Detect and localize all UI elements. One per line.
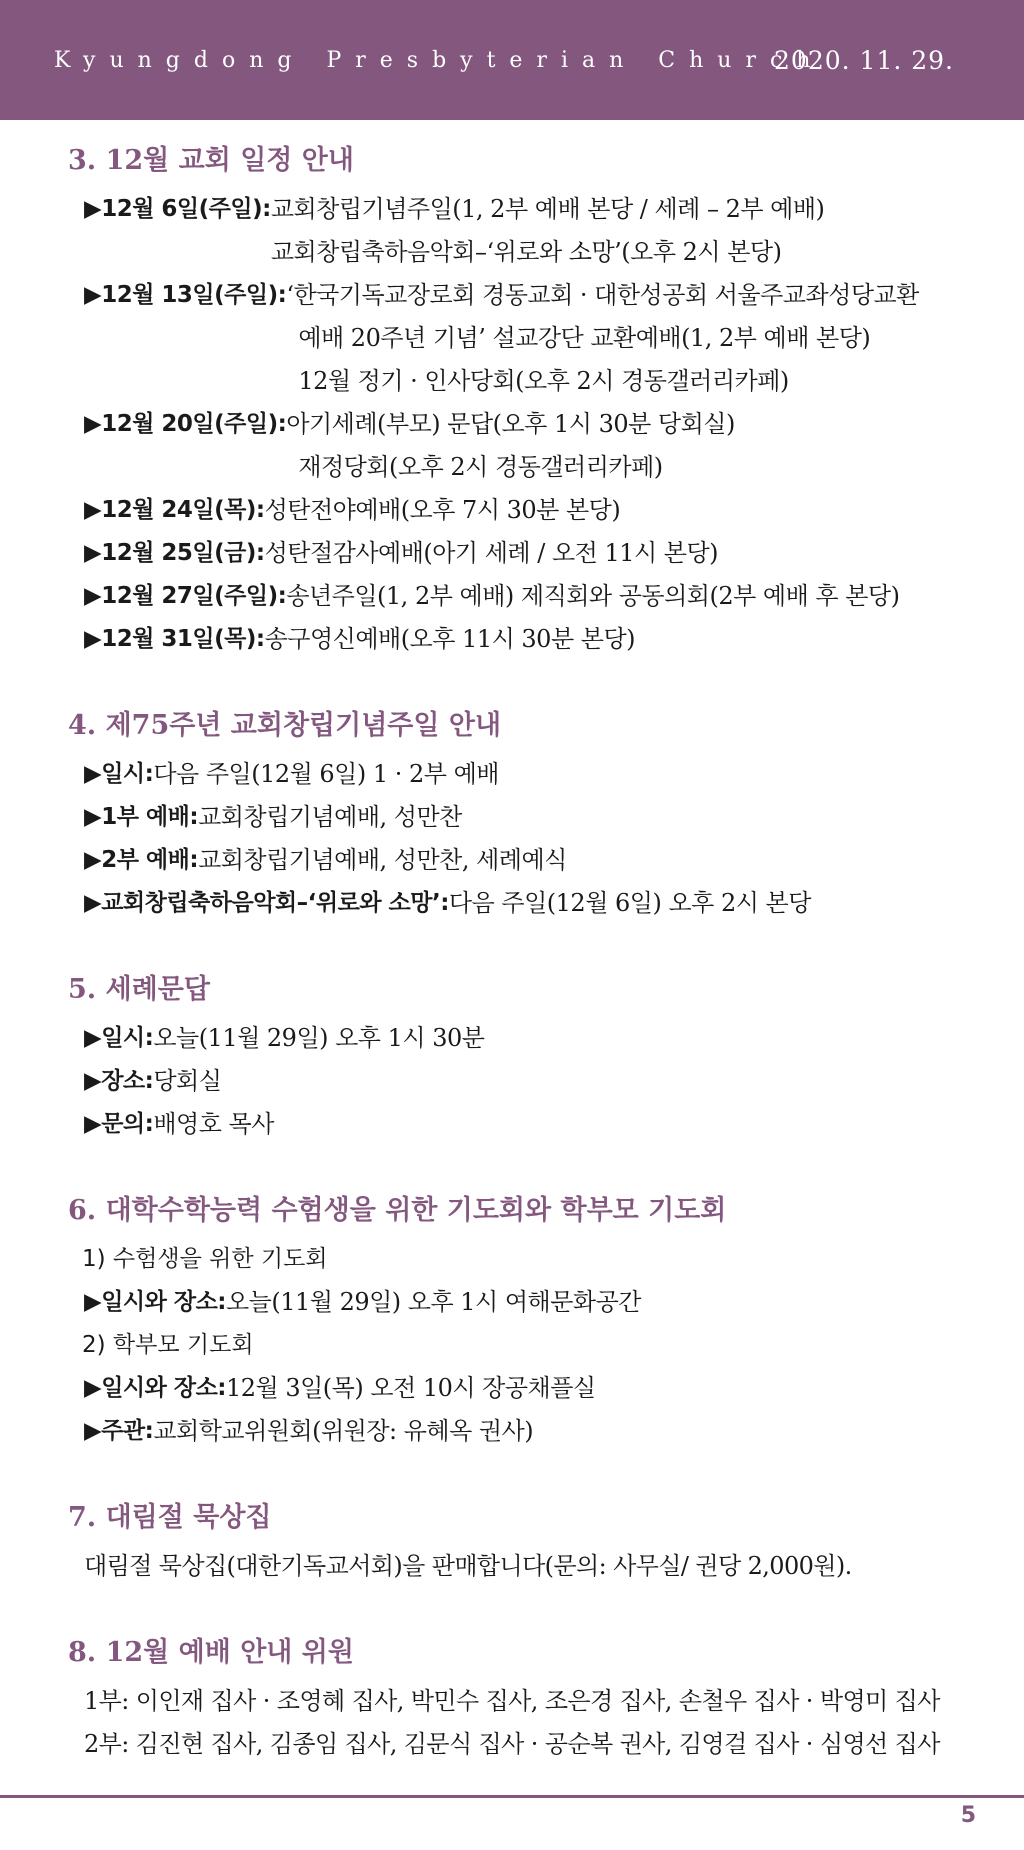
item-text-line: 12월 정기 · 인사당회(오후 2시 경동갤러리카페) [298,367,789,395]
section-december-schedule [0,140,1024,661]
info-item [84,753,1024,796]
item-text: 교회창립기념예배, 성만찬 [198,803,462,831]
item-text: 다음 주일(12월 6일) 1 · 2부 예배 [153,760,499,788]
info-item [84,1017,1024,1060]
info-item [84,796,1024,839]
item-label: ▶12월 13일(주일): [84,282,287,308]
info-item [84,1410,1024,1453]
item-label: ▶일시와 장소: [84,1375,226,1401]
item-label: ▶2부 예배: [84,847,199,873]
item-label: ▶일시: [84,1025,154,1051]
item-text-line: 교회창립축하음악회–‘위로와 소망’(오후 2시 본당) [270,238,782,266]
item-text-line: 재정당회(오후 2시 경동갤러리카페) [298,453,663,481]
item-label: ▶일시와 장소: [84,1289,226,1315]
section-exam-prayer-meeting [0,1190,1024,1453]
item-text: 송년주일(1, 2부 예배) 제직회와 공동의회(2부 예배 후 본당) [286,582,900,610]
section-title: 6. 대학수학능력 수험생을 위한 기도회와 학부모 기도회 [68,1195,727,1226]
usher-list-second-service: 2부: 김진현 집사, 김종임 집사, 김문식 집사 · 공순복 권사, 김영걸 집사 · 심영선 집사 [84,1730,940,1758]
item-label: ▶주관: [84,1418,154,1444]
item-label: ▶12월 31일(목): [84,626,265,652]
section-text: 대림절 묵상집(대한기독교서회)을 판매합니다(문의: 사무실/ 권당 2,000원). [84,1552,852,1580]
info-item [84,1281,1024,1324]
item-label: ▶일시: [84,761,154,787]
item-text [271,188,825,274]
item-text: 성탄절감사예배(아기 세례 / 오전 11시 본당) [264,539,719,567]
item-label: ▶장소: [84,1068,154,1094]
item-text: 다음 주일(12월 6일) 오후 2시 본당 [448,889,811,917]
item-text-line: 예배 20주년 기념’ 설교강단 교환예배(1, 2부 예배 본당) [298,324,871,352]
page-header [0,0,1024,120]
page-number: 5 [960,1803,976,1828]
schedule-item [84,618,1024,661]
section-title: 3. 12월 교회 일정 안내 [68,145,354,176]
item-text: 오늘(11월 29일) 오후 1시 여해문화공간 [225,1288,641,1316]
item-text: 오늘(11월 29일) 오후 1시 30분 [153,1024,485,1052]
item-label: ▶12월 24일(목): [84,497,265,523]
item-text-line: 아기세례(부모) 문답(오후 1시 30분 당회실) [286,410,735,438]
item-label: ▶12월 27일(주일): [84,583,287,609]
item-label: ▶1부 예배: [84,804,199,830]
section-anniversary-sunday [0,705,1024,925]
item-text: 배영호 목사 [153,1110,274,1138]
section-worship-ushers [0,1632,1024,1766]
schedule-item [84,575,1024,618]
section-title: 4. 제75주년 교회창립기념주일 안내 [68,710,502,741]
schedule-item [84,403,1024,489]
item-label: ▶교회창립축하음악회–‘위로와 소망’: [84,890,449,916]
subsection-title: 2) 학부모 기도회 [82,1332,254,1358]
schedule-item [84,489,1024,532]
item-text: 송구영신예배(오후 11시 30분 본당) [264,625,635,653]
item-text [286,274,919,403]
footer-divider [0,1795,1024,1798]
section-title: 8. 12월 예배 안내 위원 [68,1637,354,1668]
schedule-item [84,532,1024,575]
bulletin-content [0,140,1024,1810]
section-title: 7. 대림절 묵상집 [68,1502,272,1533]
bulletin-date: 2020. 11. 29. [774,46,954,75]
church-name: Kyungdong Presbyterian Church [54,48,825,73]
schedule-item [84,188,1024,274]
usher-list-first-service: 1부: 이인재 집사 · 조영혜 집사, 박민수 집사, 조은경 집사, 손철우 집사 · 박영미 집사 [84,1687,940,1715]
info-item [84,1103,1024,1146]
item-label: ▶문의: [84,1111,154,1137]
info-item [84,839,1024,882]
subsection-title: 1) 수험생을 위한 기도회 [82,1246,328,1272]
item-text: 당회실 [153,1067,222,1095]
item-text: 성탄전야예배(오후 7시 30분 본당) [264,496,621,524]
info-item [84,1367,1024,1410]
info-item [84,1060,1024,1103]
schedule-item [84,274,1024,403]
item-label: ▶12월 25일(금): [84,540,265,566]
item-text: 12월 3일(목) 오전 10시 장공채플실 [225,1374,596,1402]
item-text-line: 교회창립기념주일(1, 2부 예배 본당 / 세례 – 2부 예배) [270,195,825,223]
item-label: ▶12월 20일(주일): [84,411,287,437]
item-text [286,403,735,489]
section-title: 5. 세례문답 [68,974,210,1005]
section-baptism-interview [0,969,1024,1146]
item-text: 교회학교위원회(위원장: 유혜옥 권사) [153,1417,534,1445]
item-text: 교회창립기념예배, 성만찬, 세례예식 [198,846,567,874]
item-text-line: ‘한국기독교장로회 경동교회 · 대한성공회 서울주교좌성당교환 [286,281,919,309]
section-advent-devotional [0,1497,1024,1588]
info-item [84,882,1024,925]
item-label: ▶12월 6일(주일): [84,196,271,222]
